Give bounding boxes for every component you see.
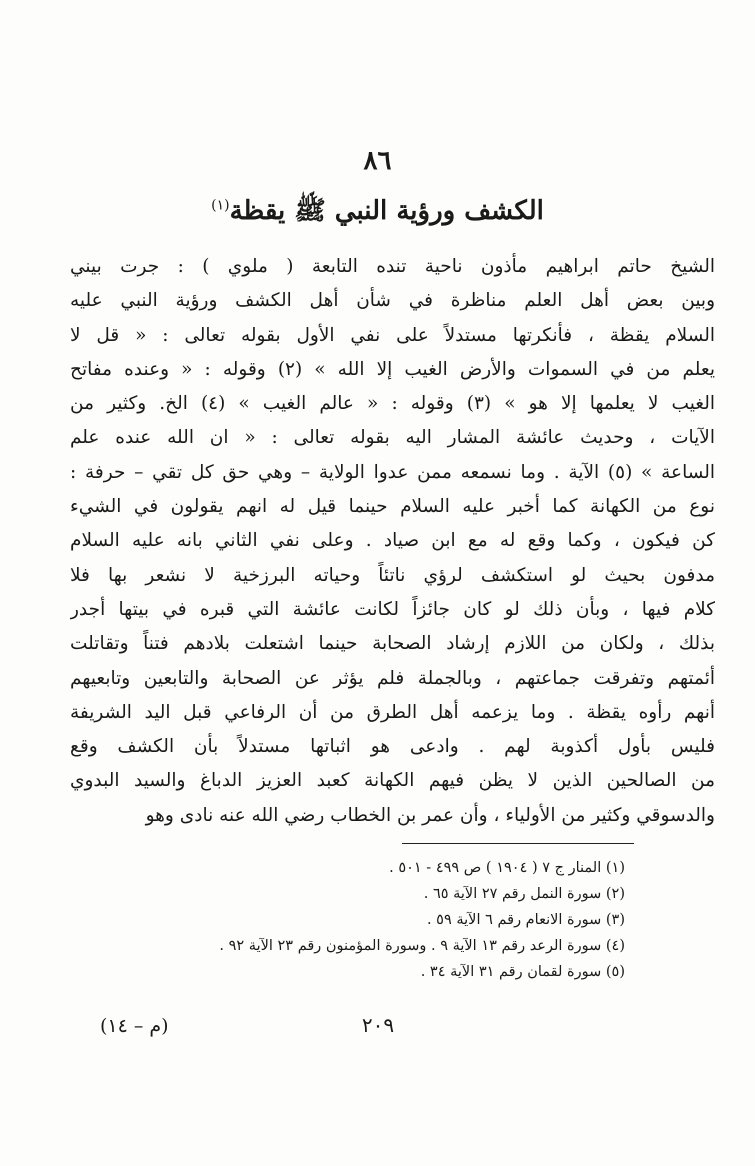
footnote-divider	[402, 843, 634, 844]
body-line: فليس بأول أكذوبة لهم . وادعى هو اثباتها مستدلاً بأن الكشف وقع	[70, 736, 715, 758]
footnote-item: (٢) سورة النمل رقم ٢٧ الآية ٦٥ .	[423, 886, 625, 902]
body-line: الغيب لا يعلمها إلا هو » (٣) وقوله : « عالم الغيب » (٤) الخ. وكثير من	[70, 393, 715, 415]
body-line: يعلم من في السموات والأرض الغيب إلا الله » (٢) وقوله : « وعنده مفاتح	[70, 358, 715, 380]
body-line: أئمتهم وتفرقت جماعتهم ، وبالجملة فلم يؤثر عن الصحابة والتابعين وتابعيهم	[70, 667, 715, 689]
title-footnote-ref: (١)	[211, 197, 230, 214]
body-line: مدفون بحيث لو استكشف لرؤي ناتئاً وحياته البرزخية لا نشعر بها فلا	[70, 564, 715, 586]
footnote-item: (٣) سورة الانعام رقم ٦ الآية ٥٩ .	[426, 912, 625, 928]
body-line: الآيات ، وحديث عائشة المشار اليه بقوله تعالى : « ان الله عنده علم	[70, 427, 715, 449]
body-line: بذلك ، ولكان من اللازم إرشاد الصحابة حينما اشتعلت بلادهم فتناً وتقاتلت	[70, 633, 715, 655]
body-line: الشيخ حاتم ابراهيم مأذون ناحية تنده التابعة ( ملوي ) : جرت بيني	[70, 256, 715, 277]
footnote-item: (١) المنار ج ٧ ( ١٩٠٤ ) ص ٤٩٩ - ٥٠١ .	[389, 860, 625, 876]
footnote-item: (٤) سورة الرعد رقم ١٣ الآية ٩ . وسورة المؤمنون رقم ٢٣ الآية ٩٢ .	[219, 938, 625, 954]
body-line: من الصالحين الذين لا يظن فيهم الكهانة كعبد العزيز الدباغ والسيد البدوي	[70, 770, 715, 792]
body-text	[70, 250, 715, 833]
page-number: ٢٠٩	[361, 1013, 395, 1037]
chapter-title-text: الكشف ورؤية النبي ﷺ يقظة	[229, 196, 544, 226]
body-line: كن فيكون ، وكما وقع له مع ابن صياد . وعلى نفي الثاني بانه عليه السلام	[70, 530, 715, 552]
footnotes	[140, 855, 625, 985]
body-line: الساعة » (٥) الآية . وما نسمعه ممن عدوا الولاية – وهي حق كل تقي – حرفة :	[70, 461, 715, 483]
signature-mark: (م – ١٤)	[100, 1015, 169, 1037]
body-line: السلام يقظة ، فأنكرتها مستدلاً على نفي الأول بقوله تعالى : « قل لا	[70, 324, 715, 346]
body-line: نوع من الكهانة كما أخبر عليه السلام حينما قيل له انهم يقولون في الشيء	[70, 496, 715, 518]
body-line: كلام فيها ، وبأن ذلك لو كان جائزاً لكانت عائشة التي قبره في بيتها أجدر	[70, 598, 715, 620]
chapter-title	[0, 194, 755, 232]
body-line: وبين بعض أهل العلم مناظرة في شأن أهل الكشف ورؤية النبي عليه	[70, 290, 715, 312]
footnote-item: (٥) سورة لقمان رقم ٣١ الآية ٣٤ .	[420, 964, 625, 980]
body-line: أنهم رأوه يقظة . وما يزعمه أهل الطرق من أن الرفاعي قبل اليد الشريفة	[70, 701, 715, 723]
header-number: ٨٦	[363, 146, 392, 176]
body-line: والدسوقي وكثير من الأولياء ، وأن عمر بن الخطاب رضي الله عنه نادى وهو	[145, 804, 715, 826]
